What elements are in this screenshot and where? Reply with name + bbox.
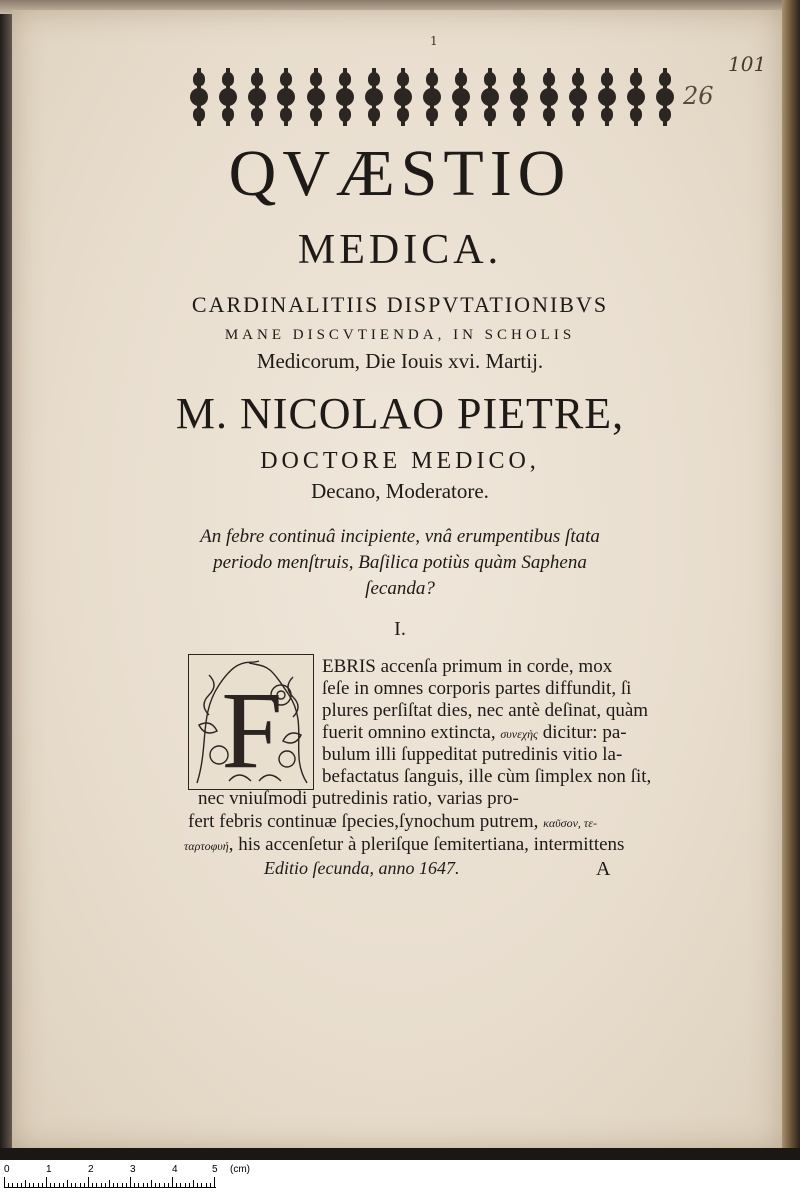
bottom-shadow <box>0 1148 800 1160</box>
ruler-tick <box>201 1183 202 1187</box>
fleuron-icon <box>392 66 414 128</box>
signature-mark: A <box>596 858 611 880</box>
ruler-tick <box>25 1180 26 1187</box>
ruler-tick <box>33 1183 34 1187</box>
ruler-number: 5 <box>212 1164 218 1175</box>
ruler-tick <box>185 1183 186 1187</box>
ruler-tick <box>168 1183 169 1187</box>
body-line-6: befactatus ſanguis, ille cùm ſimplex non ſit, <box>322 766 652 787</box>
fleuron-icon <box>305 66 327 128</box>
fleuron-icon <box>479 66 501 128</box>
fleuron-icon <box>567 66 589 128</box>
fleuron-icon <box>450 66 472 128</box>
section-number: I. <box>394 618 406 640</box>
ruler-tick <box>101 1183 102 1187</box>
fleuron-headpiece <box>188 66 676 128</box>
ruler-number: 0 <box>4 1164 10 1175</box>
svg-text:F: F <box>221 669 283 790</box>
ruler-tick <box>122 1183 123 1187</box>
ruler-tick <box>189 1183 190 1187</box>
question-line-2: periodo menſtruis, Baſilica potiùs quàm Saphena <box>213 552 587 573</box>
ruler-tick <box>12 1183 13 1187</box>
body-line-7: nec vniuſmodi putredinis ratio, varias pro- <box>198 788 519 809</box>
title-line-7: DOCTORE MEDICO, <box>260 448 540 474</box>
ruler-tick <box>46 1177 47 1187</box>
title-line-5: Medicorum, Die Iouis xvi. Martij. <box>256 349 544 373</box>
ruler-number: 4 <box>172 1164 178 1175</box>
title-line-6: M. NICOLAO PIETRE, <box>175 389 625 438</box>
ruler-tick <box>109 1180 110 1187</box>
ruler-tick <box>214 1177 215 1187</box>
ruler-tick <box>113 1183 114 1187</box>
ruler-tick <box>8 1183 9 1187</box>
fleuron-icon <box>275 66 297 128</box>
folio-number: 1 <box>430 34 438 48</box>
ruler-tick <box>84 1183 85 1187</box>
ruler-tick <box>80 1183 81 1187</box>
ruler-tick <box>155 1183 156 1187</box>
ruler-tick <box>71 1183 72 1187</box>
ruler-tick <box>176 1183 177 1187</box>
fleuron-icon <box>188 66 210 128</box>
decorated-initial <box>188 654 314 790</box>
fleuron-icon <box>508 66 530 128</box>
ruler-tick <box>42 1183 43 1187</box>
handwritten-number: 26 <box>683 82 714 110</box>
ruler-tick <box>151 1180 152 1187</box>
body-text: fert febris continuæ ſpecies,ſynochum putrem, <box>188 811 539 832</box>
body-line-8 <box>188 811 597 833</box>
ruler-tick <box>172 1177 173 1187</box>
ruler-tick <box>63 1183 64 1187</box>
title-line-2: MEDICA. <box>297 227 503 273</box>
ruler-tick <box>96 1183 97 1187</box>
ruler-tick <box>67 1180 68 1187</box>
ruler-tick <box>17 1183 18 1187</box>
fleuron-icon <box>625 66 647 128</box>
ruler-tick <box>180 1183 181 1187</box>
ruler-tick <box>197 1183 198 1187</box>
body-text: fuerit omnino extincta, <box>322 722 496 743</box>
body-line-1: EBRIS accenſa primum in corde, mox <box>322 656 613 677</box>
ruler-tick <box>193 1180 194 1187</box>
floral-initial-icon <box>189 655 314 790</box>
ruler-tick <box>117 1183 118 1187</box>
title-line-3: CARDINALITIIS DISPVTATIONIBVS <box>191 292 609 317</box>
fleuron-icon <box>538 66 560 128</box>
title-line-1: QVÆSTIO <box>228 137 572 210</box>
ruler-baseline <box>4 1187 216 1188</box>
ruler-tick <box>29 1183 30 1187</box>
greek-word: ταρτοφυή <box>184 839 229 853</box>
ruler-tick <box>59 1183 60 1187</box>
body-line-4 <box>322 722 627 744</box>
fleuron-icon <box>596 66 618 128</box>
body-line-2: ſeſe in omnes corporis partes diffundit, ſi <box>322 678 632 699</box>
question-line-3: ſecanda? <box>365 578 435 599</box>
body-text: , his accenſetur à pleriſque ſemitertiana, intermittens <box>228 834 625 855</box>
ruler-number: 2 <box>88 1164 94 1175</box>
fleuron-icon <box>421 66 443 128</box>
fleuron-icon <box>217 66 239 128</box>
body-line-9 <box>184 834 624 856</box>
ruler-tick <box>126 1183 127 1187</box>
scale-ruler <box>0 1160 800 1199</box>
ruler-tick <box>50 1183 51 1187</box>
body-line-3: plures perſiſtat dies, nec antè deſinat, quàm <box>322 700 649 721</box>
edition-note: Editio ſecunda, anno 1647. <box>264 858 460 878</box>
fleuron-icon <box>334 66 356 128</box>
greek-word: καῦσον, τε- <box>543 816 597 830</box>
ruler-tick <box>105 1183 106 1187</box>
ruler-tick <box>147 1183 148 1187</box>
ruler-tick <box>138 1183 139 1187</box>
ruler-tick <box>210 1183 211 1187</box>
fleuron-icon <box>246 66 268 128</box>
ruler-tick <box>159 1183 160 1187</box>
ruler-tick <box>92 1183 93 1187</box>
ruler-tick <box>88 1177 89 1187</box>
ruler-tick <box>130 1177 131 1187</box>
ruler-unit-label: (cm) <box>230 1164 250 1175</box>
ruler-tick <box>143 1183 144 1187</box>
ruler-tick <box>54 1183 55 1187</box>
ruler-number: 1 <box>46 1164 52 1175</box>
fleuron-icon <box>363 66 385 128</box>
title-line-8: Decano, Moderatore. <box>311 479 489 503</box>
body-text: dicitur: pa- <box>542 722 627 743</box>
ruler-tick <box>21 1183 22 1187</box>
ruler-tick <box>4 1177 5 1187</box>
ruler-tick <box>134 1183 135 1187</box>
title-line-4: MANE DISCVTIENDA, IN SCHOLIS <box>224 327 576 343</box>
ruler-tick <box>206 1183 207 1187</box>
question-line-1: An febre continuâ incipiente, vnâ erumpentibus ſtata <box>200 526 600 547</box>
greek-word: συνεχὴς <box>500 727 538 741</box>
ruler-tick <box>75 1183 76 1187</box>
ruler-tick <box>38 1183 39 1187</box>
handwritten-page-number: 101 <box>728 52 767 76</box>
body-line-5: bulum illi ſuppeditat putredinis vitio la- <box>322 744 623 765</box>
fleuron-icon <box>654 66 676 128</box>
ruler-number: 3 <box>130 1164 136 1175</box>
ruler-tick <box>164 1183 165 1187</box>
